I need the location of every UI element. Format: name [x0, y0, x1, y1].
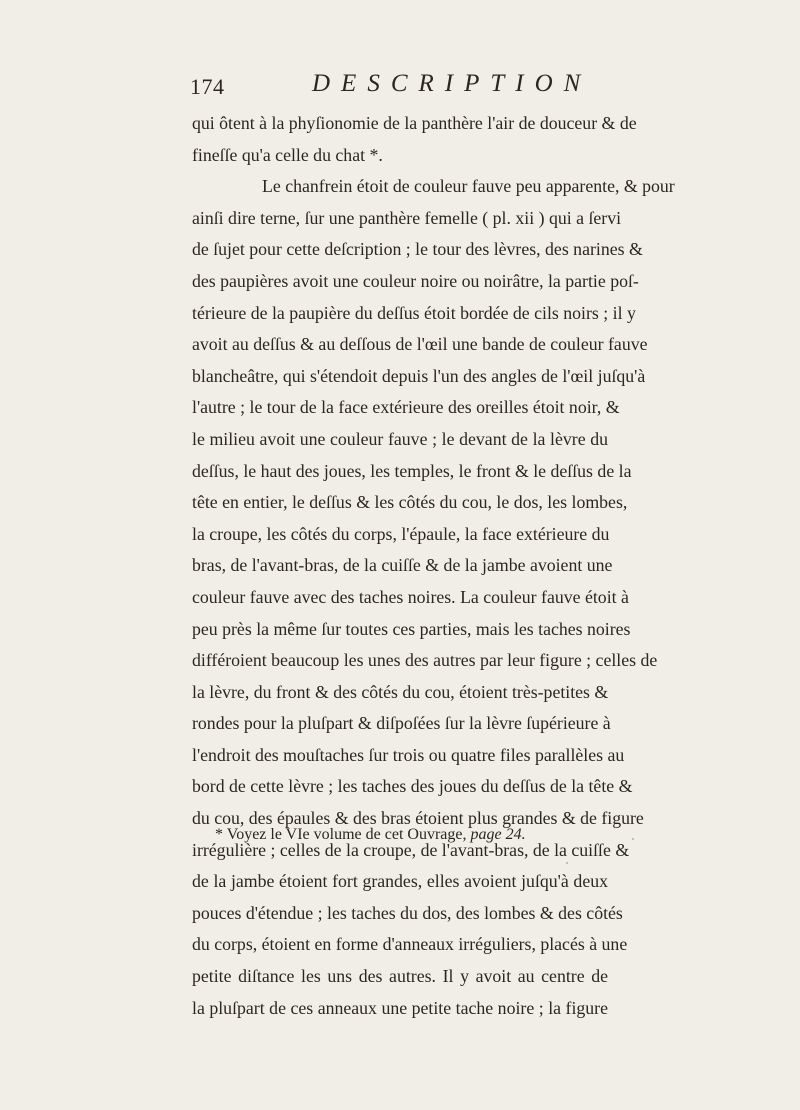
- text-line: la pluſpart de ces anneaux une petite tache noire ; la figure: [192, 997, 608, 1018]
- page-header: [190, 70, 610, 106]
- paper-speck: [632, 838, 634, 840]
- text-line: l'endroit des mouſtaches ſur trois ou quatre files parallèles au: [192, 744, 625, 765]
- body-text: [192, 108, 675, 1024]
- text-line: deſſus, le haut des joues, les temples, le front & le deſſus de la: [192, 460, 632, 481]
- text-line: de ſujet pour cette deſcription ; le tour des lèvres, des narines &: [192, 239, 643, 260]
- text-line: petite diſtance les uns des autres. Il y avoit au centre de: [192, 966, 608, 987]
- text-line: le milieu avoit une couleur fauve ; le devant de la lèvre du: [192, 428, 608, 449]
- text-line: bord de cette lèvre ; les taches des joues du deſſus de la tête &: [192, 776, 633, 797]
- paper-speck: [566, 862, 568, 864]
- text-line: Le chanfrein étoit de couleur fauve peu apparente, & pour: [262, 176, 675, 197]
- text-line: la lèvre, du front & des côtés du cou, étoient très-petites &: [192, 681, 609, 702]
- text-line: différoient beaucoup les unes des autres par leur figure ; celles de: [192, 650, 658, 671]
- text-line: ainſi dire terne, ſur une panthère femelle ( pl. xii ) qui a ſervi: [192, 207, 622, 228]
- text-line: couleur fauve avec des taches noires. La couleur fauve étoit à: [192, 586, 629, 607]
- running-title: DESCRIPTION: [312, 70, 592, 97]
- text-line: du corps, étoient en forme d'anneaux irréguliers, placés à une: [192, 934, 628, 955]
- text-line: rondes pour la pluſpart & diſpoſées ſur la lèvre ſupérieure à: [192, 713, 611, 734]
- footnote-page-ref: page 24.: [470, 826, 526, 843]
- text-line: fineſſe qu'a celle du chat *.: [192, 144, 383, 165]
- text-line: térieure de la paupière du deſſus étoit bordée de cils noirs ; il y: [192, 302, 636, 323]
- text-line: qui ôtent à la phyſionomie de la panthère l'air de douceur & de: [192, 113, 637, 133]
- text-line: pouces d'étendue ; les taches du dos, des lombes & des côtés: [192, 902, 623, 923]
- text-line: tête en entier, le deſſus & les côtés du cou, le dos, les lombes,: [192, 492, 628, 513]
- text-line: peu près la même ſur toutes ces parties, mais les taches noires: [192, 618, 631, 639]
- text-line: bras, de l'avant-bras, de la cuiſſe & de la jambe avoient une: [192, 555, 613, 576]
- text-line: la croupe, les côtés du corps, l'épaule, la face extérieure du: [192, 523, 610, 544]
- text-line: des paupières avoit une couleur noire ou noirâtre, la partie poſ-: [192, 270, 639, 291]
- text-line: avoit au deſſus & au deſſous de l'œil une bande de couleur fauve: [192, 334, 648, 355]
- text-line: du cou, des épaules & des bras étoient plus grandes & de figure: [192, 808, 644, 829]
- text-line: blancheâtre, qui s'étendoit depuis l'un des angles de l'œil juſqu'à: [192, 365, 646, 386]
- text-line: l'autre ; le tour de la face extérieure des oreilles étoit noir, &: [192, 397, 620, 418]
- footnote-text: * Voyez le VIe volume de cet Ouvrage,: [215, 826, 471, 843]
- text-line: irrégulière ; celles de la croupe, de l'avant-bras, de la cuiſſe &: [192, 839, 630, 860]
- footnote: [215, 826, 526, 844]
- text-line: de la jambe étoient fort grandes, elles avoient juſqu'à deux: [192, 871, 608, 892]
- page-number: 174: [190, 74, 225, 99]
